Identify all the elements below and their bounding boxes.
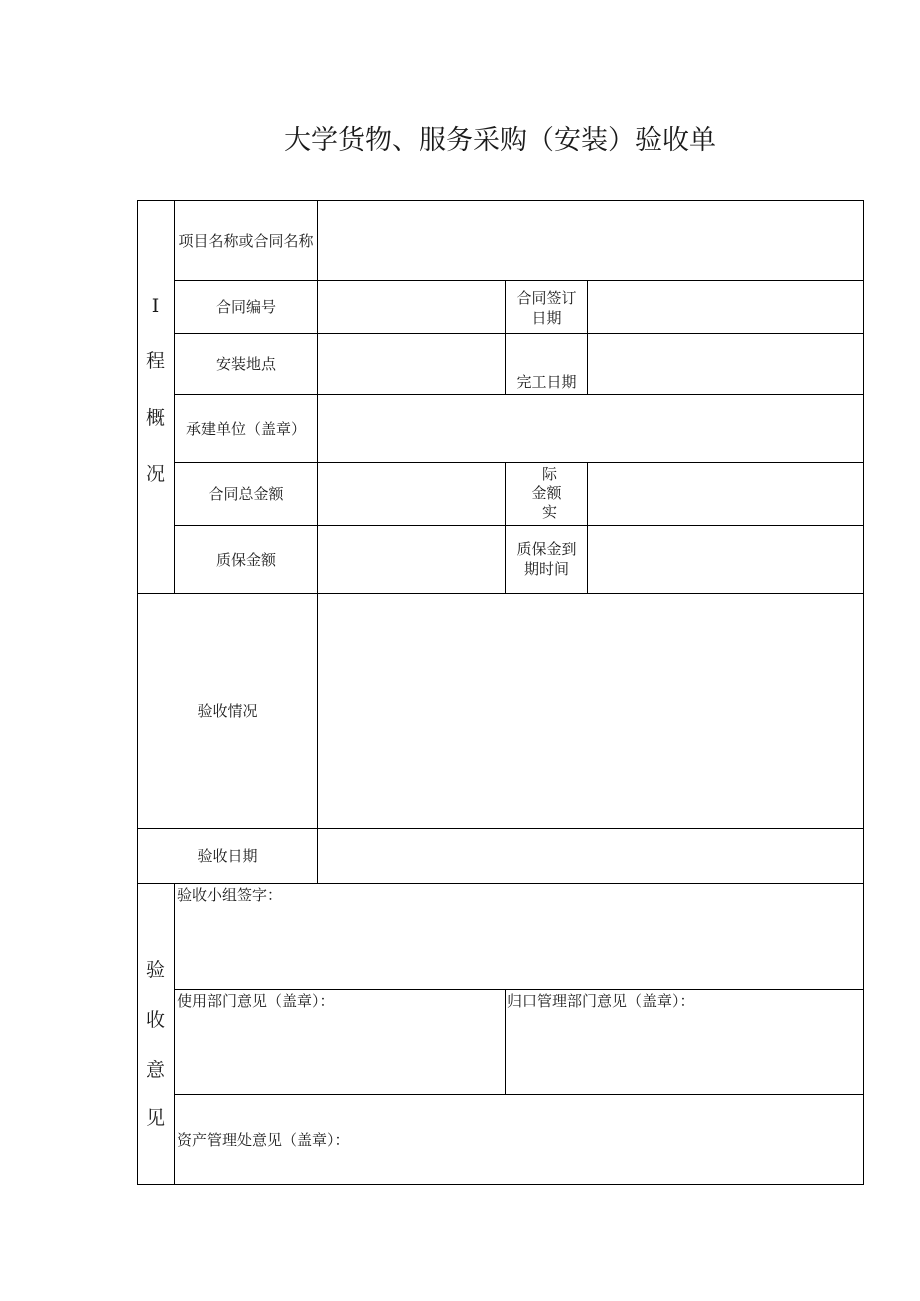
contractor-label: 承建单位（盖章） bbox=[185, 419, 306, 438]
row-line-8 bbox=[137, 883, 864, 884]
actual-amount-label bbox=[506, 465, 587, 523]
actual-amount-label-line-2: 金额 bbox=[531, 484, 562, 502]
acceptance-status-field[interactable] bbox=[318, 594, 863, 828]
install-location-label: 安装地点 bbox=[215, 355, 276, 373]
contractor-field[interactable] bbox=[318, 395, 863, 462]
opinion-char-3: 意 bbox=[145, 1059, 165, 1081]
table-border-right bbox=[863, 200, 864, 1185]
contract-sign-date-label: 合同签订日期 bbox=[516, 289, 577, 327]
warranty-amount-field[interactable] bbox=[318, 526, 505, 593]
actual-amount-field[interactable] bbox=[588, 463, 863, 525]
acceptance-date-label: 验收日期 bbox=[197, 847, 258, 865]
team-sign-field[interactable] bbox=[175, 906, 863, 988]
section-overview-heading bbox=[137, 200, 174, 593]
warranty-due-field[interactable] bbox=[588, 526, 863, 593]
using-dept-field[interactable] bbox=[175, 1012, 505, 1094]
table-border-bottom bbox=[137, 1184, 864, 1185]
form-title: 大学货物、服务采购（安装）验收单 bbox=[284, 125, 716, 156]
managing-dept-field[interactable] bbox=[506, 1012, 863, 1094]
asset-office-field[interactable] bbox=[175, 1152, 863, 1183]
overview-char-4: 况 bbox=[145, 463, 165, 485]
actual-amount-label-line-1: 际 bbox=[541, 465, 557, 483]
install-location-field[interactable] bbox=[318, 334, 505, 394]
contract-total-field[interactable] bbox=[318, 463, 505, 525]
opinion-char-1: 验 bbox=[145, 959, 165, 981]
opinion-char-2: 收 bbox=[145, 1009, 165, 1031]
project-name-label: 项目名称或合同名称 bbox=[178, 231, 314, 250]
managing-dept-label: 归口管理部门意见（盖章）： bbox=[507, 992, 695, 1010]
warranty-due-label: 质保金到期时间 bbox=[516, 540, 577, 578]
actual-amount-label-line-3: 实 bbox=[541, 503, 557, 521]
overview-char-2: 程 bbox=[145, 350, 165, 372]
acceptance-status-label: 验收情况 bbox=[197, 702, 258, 720]
team-sign-label: 验收小组签字： bbox=[177, 886, 283, 904]
contract-number-label: 合同编号 bbox=[215, 298, 276, 316]
completion-date-field[interactable] bbox=[588, 334, 863, 394]
acceptance-form-table bbox=[137, 200, 864, 1185]
completion-date-label: 完工日期 bbox=[516, 373, 577, 391]
project-name-field[interactable] bbox=[318, 201, 863, 280]
opinion-char-4: 见 bbox=[145, 1107, 165, 1129]
overview-char-1: I bbox=[151, 295, 160, 317]
contract-sign-date-field[interactable] bbox=[588, 281, 863, 333]
row-line-10 bbox=[174, 1094, 864, 1095]
using-dept-label: 使用部门意见（盖章）： bbox=[177, 992, 335, 1010]
contract-total-label: 合同总金额 bbox=[208, 485, 284, 503]
section-opinion-heading bbox=[137, 883, 174, 1185]
row-line-9 bbox=[174, 989, 864, 990]
acceptance-date-field[interactable] bbox=[318, 829, 863, 883]
asset-office-label: 资产管理处意见（盖章）： bbox=[177, 1131, 350, 1149]
warranty-amount-label: 质保金额 bbox=[215, 550, 276, 569]
overview-char-3: 概 bbox=[145, 407, 165, 429]
contract-number-field[interactable] bbox=[318, 281, 505, 333]
